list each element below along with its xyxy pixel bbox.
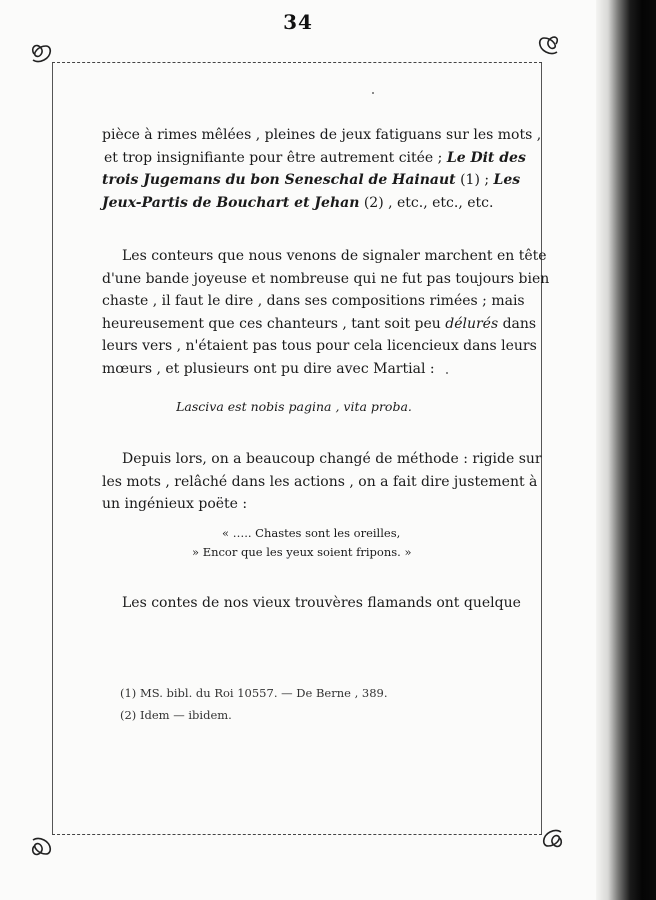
binding-gutter [596, 0, 656, 900]
text-line: chaste , il faut le dire , dans ses compositions rimées ; mais [102, 293, 525, 309]
verse-line: « ….. Chastes sont les oreilles, [222, 526, 401, 540]
text-line: Les contes de nos vieux trouvères flamands ont quelque [122, 595, 521, 611]
latin-quotation: Lasciva est nobis pagina , vita proba. [176, 399, 412, 414]
text-line: d'une bande joyeuse et nombreuse qui ne fut pas toujours bien [102, 270, 550, 287]
text-line: pièce à rimes mêlées , pleines de jeux fatiguans sur les mots , [102, 127, 542, 143]
footnote-2: (2) Idem — ibidem. [120, 708, 232, 722]
text-line: Jeux-Partis de Bouchart et Jehan (2) , etc., etc., etc. [102, 194, 494, 211]
corner-ornament-icon [28, 40, 54, 66]
text-line: mœurs , et plusieurs ont pu dire avec Martial : [102, 360, 435, 377]
verse-quotation [192, 524, 492, 562]
text-line: les mots , relâché dans les actions , on a fait dire justement à [102, 473, 538, 490]
corner-ornament-icon [28, 834, 54, 860]
paragraph-2 [102, 245, 550, 380]
text-line: Depuis lors, on a beaucoup changé de méthode : rigide sur [122, 451, 542, 467]
verse-line: » Encor que les yeux soient fripons. » [192, 545, 412, 559]
paper-speck [372, 92, 374, 94]
corner-ornament-icon [536, 32, 562, 58]
text-line: un ingénieux poëte : [102, 496, 248, 512]
paragraph-4 [102, 592, 521, 615]
text-line: trois Jugemans du bon Seneschal de Hainaut (1) ; Les [102, 172, 521, 188]
frame-bottom-rule [52, 834, 542, 835]
paragraph-3 [102, 448, 542, 516]
page-number: 34 [283, 10, 313, 34]
frame-top-rule [52, 62, 542, 63]
text-line: et trop insignifiante pour être autrement citée ; Le Dit des [104, 149, 526, 166]
footnotes [120, 682, 480, 726]
paragraph-1 [102, 124, 542, 214]
footnote-1: (1) MS. bibl. du Roi 10557. — De Berne , 389. [120, 686, 388, 700]
text-line: Les conteurs que nous venons de signaler marchent en tête [122, 248, 547, 264]
corner-ornament-icon [540, 826, 566, 852]
text-line: leurs vers , n'étaient pas tous pour cela licencieux dans leurs [102, 338, 537, 354]
text-line: heureusement que ces chanteurs , tant soit peu délurés dans [102, 315, 537, 332]
